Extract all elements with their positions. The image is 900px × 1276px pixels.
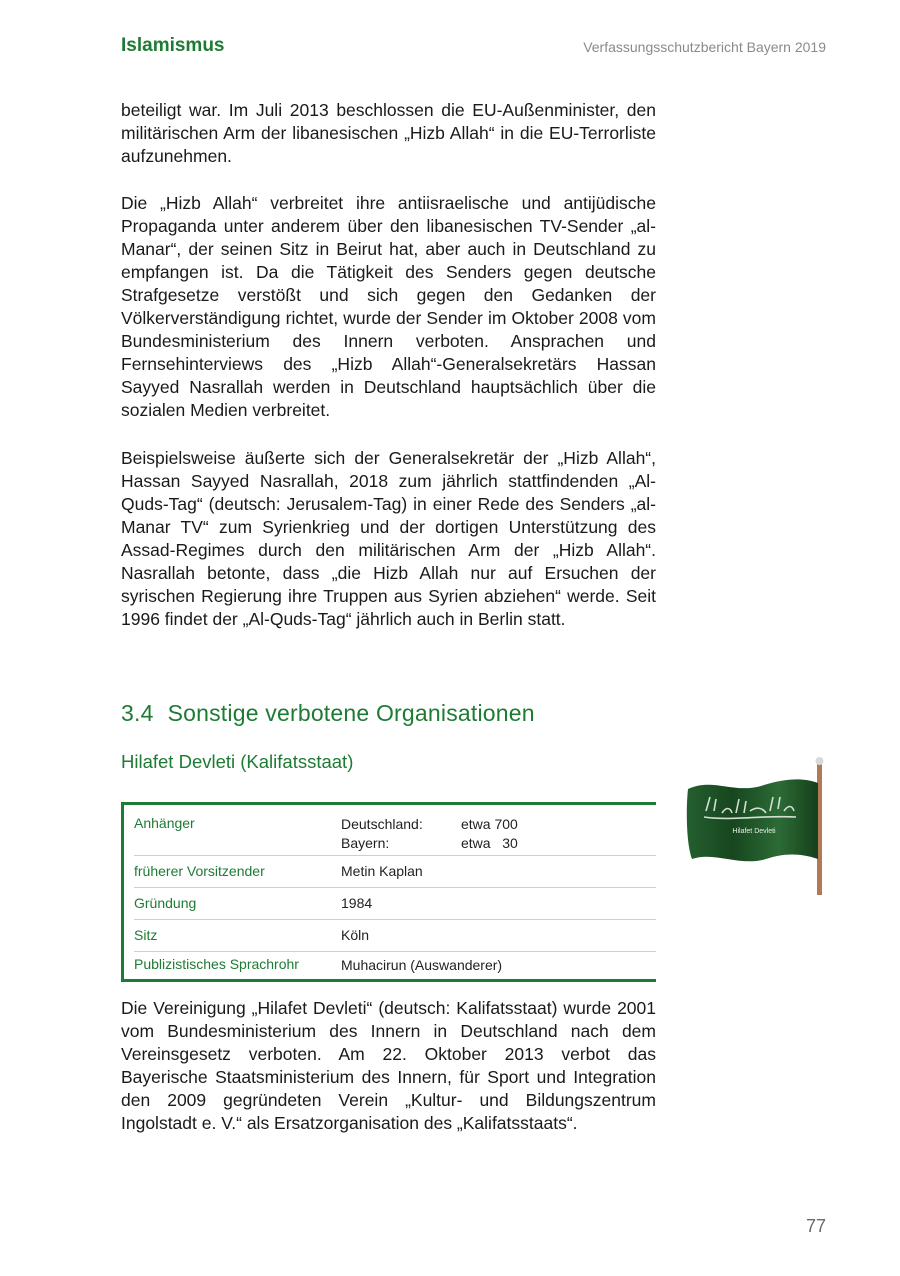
page-number: 77 (805, 1216, 826, 1236)
fact-label: Sitz (134, 927, 158, 943)
header-publication-title: Verfassungsschutzbericht Bayern 2019 (583, 39, 826, 55)
paragraph-3: Beispielsweise äußerte sich der Generalsekretär der „Hizb Allah“, Hassan Sayyed Nasrallah, 2018 zum jährlich stattfindenden „Al-Quds-Tag“ (deutsch: Jerusalem-Tag) in einer Rede des Senders „al-Manar TV“ zum Syrienkrieg und der dortigen Unterstützung des Assad-Regimes durch den militärischen Arm der „Hizb Allah“. Nasrallah betonte, dass „die Hizb Allah nur auf Ersuchen der syrischen Regierung ihre Truppen aus Syrien abziehen“ werde. Seit 1996 findet der „Al-Quds-Tag“ jährlich auch in Berlin statt. (121, 448, 656, 629)
fact-label: Anhänger (134, 815, 195, 831)
fact-value: Bayern: (341, 835, 390, 851)
kalifatsstaat-flag-image (684, 755, 830, 895)
fact-label: Gründung (134, 895, 197, 911)
flag-caption: Hilafet Devleti (732, 828, 776, 835)
header-section-title: Islamismus (121, 35, 225, 56)
flag-icon (684, 755, 830, 895)
section-title-text: Sonstige verbotene Organisationen (167, 700, 535, 726)
fact-row-gruendung (134, 887, 656, 920)
fact-label: Publizistisches Sprachrohr (134, 956, 299, 972)
subsection-heading: Hilafet Devleti (Kalifatsstaat) (121, 751, 354, 772)
fact-value: Muhacirun (Auswanderer) (341, 957, 503, 973)
paragraph-2: Die „Hizb Allah“ verbreitet ihre antiisraelische und antijüdische Propaganda unter anderem über den libanesischen TV-Sender „al-Manar“, der seinen Sitz in Beirut hat, aber auch in Deutschland zu empfangen ist. Da die Tätigkeit des Senders gegen deutsche Strafgesetze verstößt und sich gegen den Gedanken der Völkerverständigung richtet, wurde der Sender im Oktober 2008 vom Bundesministerium des Innern verboten. Ansprachen und Fernsehinterviews des „Hizb Allah“-Generalsekretärs Hassan Sayyed Nasrallah werden in Deutschland hauptsächlich über die sozialen Medien verbreitet. (121, 193, 656, 420)
section-heading (121, 700, 535, 727)
paragraph-4: Die Vereinigung „Hilafet Devleti“ (deutsch: Kalifatsstaat) wurde 2001 vom Bundesministerium des Innern in Deutschland nach dem Vereinsgesetz verboten. Am 22. Oktober 2013 verbot das Bayerische Staatsministerium des Innern, für Sport und Integration den 2009 gegründeten Verein „Kultur- und Bildungszentrum Ingolstadt e. V.“ als Ersatzorganisation des „Kalifatsstaats“. (121, 998, 656, 1133)
fact-value: Metin Kaplan (341, 863, 423, 879)
fact-value: etwa 30 (461, 835, 518, 851)
fact-label: früherer Vorsitzender (134, 863, 265, 879)
fact-row-sprachrohr (134, 951, 656, 979)
fact-row-sitz (134, 919, 656, 952)
fact-value: 1984 (341, 895, 373, 911)
section-number: 3.4 (121, 700, 154, 726)
fact-table (121, 802, 656, 982)
fact-row-vorsitz (134, 855, 656, 888)
fact-row-anhaenger (134, 812, 656, 856)
fact-value: etwa 700 (461, 816, 518, 832)
fact-value: Deutschland: (341, 816, 423, 832)
fact-value: Köln (341, 927, 370, 943)
paragraph-1: beteiligt war. Im Juli 2013 beschlossen die EU-Außenminister, den militärischen Arm der libanesischen „Hizb Allah“ in die EU-Terrorliste aufzunehmen. (121, 100, 656, 166)
